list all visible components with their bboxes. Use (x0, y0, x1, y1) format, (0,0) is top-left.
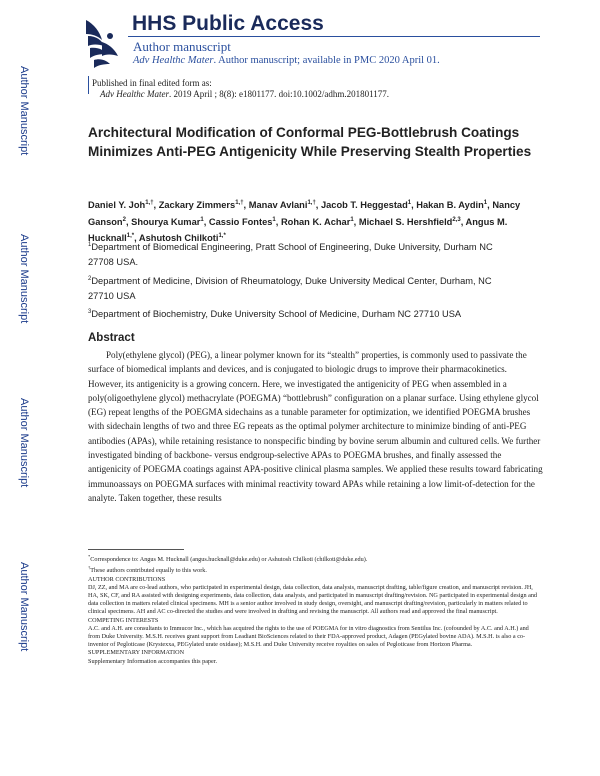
side-label-author-manuscript: Author Manuscript (18, 66, 30, 156)
supplementary-heading: SUPPLEMENTARY INFORMATION (88, 649, 185, 657)
author-affiliation-mark: 1,* (126, 233, 135, 240)
author-affiliation-mark: 1,† (235, 200, 244, 206)
footnote-rule (88, 549, 184, 550)
author-name: Ashutosh Chilkoti (138, 233, 219, 244)
author-affiliation-mark: 1,* (218, 233, 226, 240)
interests-heading: COMPETING INTERESTS (88, 616, 159, 624)
author-affiliation-mark: 1 (350, 216, 354, 223)
affiliation-2 (88, 272, 518, 303)
header-rule (128, 36, 540, 37)
author-name: Zackary Zimmers (158, 200, 236, 211)
abstract-body (88, 348, 543, 505)
journal-abbrev: Adv Healthc Mater (133, 55, 214, 66)
hhs-eagle-icon (80, 14, 122, 68)
citation (100, 89, 389, 99)
author (131, 217, 204, 227)
citation-journal: Adv Healthc Mater (100, 89, 169, 99)
author (249, 200, 316, 210)
availability-line (133, 55, 440, 66)
side-label-author-manuscript: Author Manuscript (18, 562, 30, 652)
side-label-author-manuscript: Author Manuscript (18, 234, 30, 324)
affiliation-text: Department of Medicine, Division of Rheumatology, Duke University Medical Center, Durham, NC 27710 USA (88, 276, 492, 301)
equal-contribution-footnote (88, 564, 540, 575)
interests-text: A.C. and A.H. are consultants to Immucor Inc., which has acquired the rights to the use of POEGMA for in vitro diagnostics from Sentilus Inc. (cofounded by A.C. and A.H.) and from Duke University. M.S.H. receives grant support from Leadiant BioSciences related to their FDA-approved product, Adagen (PEGylated bovine ADA). M.S.H. is also a co-inventor of Pegloticase (Krystexxa, PEGylated urate oxidase); M.S.H. and Duke University receive royalties on sales of Pegloticase from Horizon Pharma. (88, 624, 529, 649)
citation-details: . 2019 April ; 8(8): e1801177. doi:10.1002/adhm.201801177. (168, 89, 390, 99)
author (209, 217, 276, 227)
author-name: Daniel Y. Joh (88, 200, 146, 211)
author (159, 200, 244, 210)
affiliation-number: 1 (88, 242, 92, 248)
contributions-heading: AUTHOR CONTRIBUTIONS (88, 575, 166, 583)
author-name: Rohan K. Achar (280, 216, 351, 227)
affiliation-text: Department of Biochemistry, Duke University School of Medicine, Durham NC 27710 USA (91, 309, 462, 320)
publication-rule (88, 76, 89, 94)
hhs-title: HHS Public Access (132, 12, 324, 35)
affiliation-text: Department of Biomedical Engineering, Pratt School of Engineering, Duke University, Durham NC 27708 USA. (88, 242, 493, 267)
affiliation-3 (88, 305, 518, 322)
hhs-subtitle: Author manuscript (133, 39, 231, 54)
affiliation-1 (88, 238, 518, 269)
author (281, 217, 354, 227)
author-affiliation-mark: 1 (483, 200, 488, 206)
author-affiliation-mark: 1 (407, 200, 412, 206)
author-name: Jacob T. Heggestad (320, 200, 408, 211)
author (416, 200, 487, 210)
supplementary-text: Supplementary Information accompanies this paper. (88, 657, 218, 665)
availability-text: . Author manuscript; available in PMC 2020 April 01. (213, 55, 440, 66)
abstract-heading: Abstract (88, 332, 135, 344)
author (321, 200, 411, 210)
correspondence-footnote (88, 553, 540, 564)
author-affiliation-mark: 2 (122, 216, 126, 223)
author (359, 217, 461, 227)
author-list: Daniel Y. Joh$^{1,\dagger}$, Zackary Zimmers$^{1,\dagger}$, Manav Avlani$^{1,\dagger}$, Jacob T. Heggestad$^1$, Hakan B. Aydin$^1$, Nancy Ganson$^2$, Shourya Kumar$^1$, Cassio Fontes$^1$, Rohan K. Achar$^1$, Michael S. Hershfield$^{2,3}$, Angus M. Hucknall$^{1,*}$, Ashutosh Chilkoti$^{1,*}$ (88, 200, 521, 244)
affiliation-number: 3 (88, 309, 92, 315)
equal-mark: † (88, 565, 91, 571)
affiliation-number: 2 (88, 276, 92, 282)
author-name: Hakan B. Aydin (416, 200, 484, 211)
author-name: Shourya Kumar (131, 216, 201, 227)
published-line: Published in final edited form as: (92, 78, 212, 88)
contributions-text: DJ, ZZ, and MA are co-lead authors, who participated in experimental design, data collection, data analysis, manuscript drafting, table/figure creation, and manuscript revision. JH, HA, SK, CF, and RA assisted with designing experiments, data collection, data analysis, and participated in manuscript drafting/revision. NG participated in experimental design and data collection in matters related clinical specimens. MH is a senior author involved in study design, oversight, and manuscript drafting/revision, particularly in matters related to clinical specimens. AH and AC co-directed the studies and were involved in drafting and revising the manuscript. All authors read and approved the final manuscript. (88, 583, 538, 616)
correspondence-text: Correspondence to: Angus M. Hucknall (angus.hucknall@duke.edu) or Ashutosh Chilkoti (chilkoti@duke.edu). (90, 556, 368, 564)
side-label-author-manuscript: Author Manuscript (18, 398, 30, 488)
author-affiliation-mark: 1,† (307, 200, 316, 206)
correspondence-mark: * (88, 554, 91, 559)
article-title: Architectural Modification of Conformal PEG-Bottlebrush Coatings Minimizes Anti-PEG Antigenicity While Preserving Stealth Properties (88, 125, 532, 159)
abstract-paragraph: Poly(ethylene glycol) (PEG), a linear polymer known for its “stealth” properties, is commonly used to passivate the surface of biomedical implants and devices, and is conjugated to biologic drugs to improve their pharmacokinetics. However, its antigenicity is a growing concern. Here, we investigated the antigenicity of PEG when assembled in a poly(oligoethylene glycol) methacrylate (POEGMA) “bottlebrush” configuration on a planar surface. Using ethylene glycol (EG) repeat lengths of the POEGMA sidechains as a tunable parameter for optimization, we identified POEGMA brushes with sidechain lengths of two and three EG repeats as the optimal polymer architecture to minimize binding of anti-PEG antibodies (APAs), while retaining resistance to nonspecific binding by bovine serum albumin and cultured cells. We further investigated binding of backbone- versus endgroup-selective APAs to POEGMA brushes, and finally assessed the antigenicity of POEGMA coatings against APA-positive clinical plasma samples. We applied these results toward fabricating immunoassays on POEGMA surfaces with minimal reactivity toward APAs while retaining a low limit-of-detection for the analyte. Taken together, these results (88, 350, 543, 503)
equal-text: These authors contributed equally to this work. (90, 567, 207, 575)
author (88, 200, 154, 210)
author-name: Nancy Ganson (88, 200, 521, 227)
author-affiliation-mark: 1 (200, 216, 204, 223)
footnotes (88, 553, 540, 666)
author-affiliation-mark: 1 (272, 216, 276, 223)
author-name: Cassio Fontes (208, 216, 273, 227)
author-name: Angus M. Hucknall (88, 216, 508, 244)
author-affiliation-mark: 1,† (145, 200, 154, 206)
author-name: Manav Avlani (248, 200, 308, 211)
author-affiliation-mark: 2,3 (452, 216, 461, 223)
author-name: Michael S. Hershfield (358, 216, 453, 227)
